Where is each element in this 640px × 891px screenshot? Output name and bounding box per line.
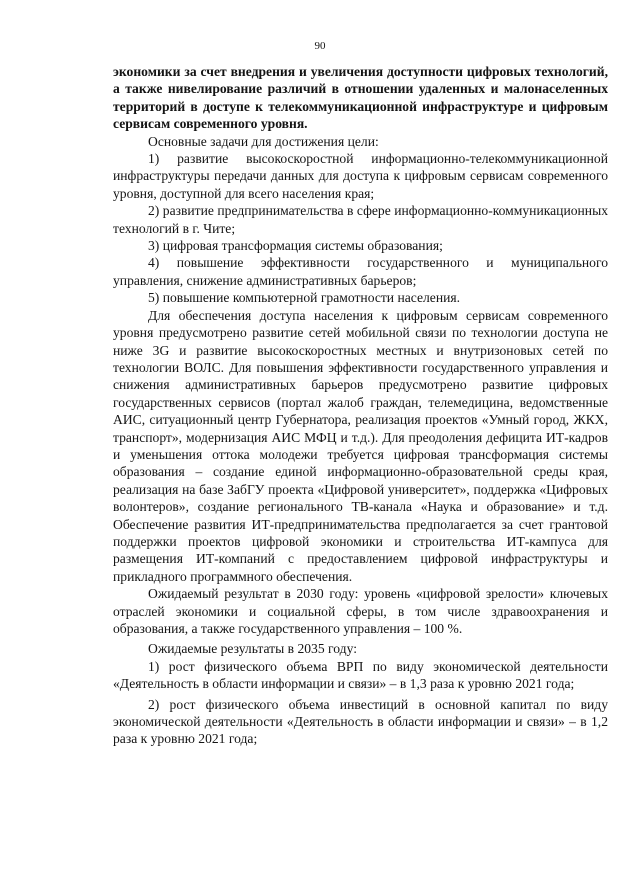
task-item-4: 4) повышение эффективности государственного и муниципального управления, снижение административных барьеров;	[113, 255, 608, 288]
results-2035-heading: Ожидаемые результаты в 2035 году:	[148, 641, 357, 657]
result-2030-paragraph: Ожидаемый результат в 2030 году: уровень «цифровой зрелости» ключевых отраслей экономики и социальной сферы, в том числе здравоохранения и образования, а также государственного управления – 100 %.	[113, 586, 608, 636]
result-2035-item-2: 2) рост физического объема инвестиций в основной капитал по виду экономической деятельности «Деятельность в области информации и связи» – в 1,2 раза к уровню 2021 года;	[113, 696, 608, 747]
goal-statement: экономики за счет внедрения и увеличения доступности цифровых технологий, а также нивелирование различий в отношении удаленных и малонаселенных территорий в доступе к телекоммуникационной инфраструктуре и цифровым сервисам современного уровня.	[113, 64, 608, 132]
task-item-5: 5) повышение компьютерной грамотности населения.	[148, 290, 461, 306]
measures-paragraph: Для обеспечения доступа населения к цифровым сервисам современного уровня предусмотрено развитие сетей мобильной связи по технологии доступа не ниже 3G и развитие высокоскоростных местных и внутризоновых сетей по технологии ВОЛС. Для повышения эффективности государственного управления и снижения административных барьеров предусмотрено развитие цифровых государственных сервисов (портал жалоб граждан, телемедицина, ведомственные АИС, ситуационный центр Губернатора, реализация проектов «Умный город, ЖКХ, транспорт», модернизация АИС МФЦ и т.д.). Для преодоления дефицита ИТ-кадров и уменьшения оттока молодежи требуется цифровая трансформация системы образования – создание единой информационно-образовательной среды края, реализация на базе ЗабГУ проекта «Цифровой университет», поддержка «Цифровых волонтеров», создание регионального ТВ-канала «Наука и образование» и т.д. Обеспечение развития ИТ-предпринимательства предполагается за счет грантовой поддержки проектов цифровой экономики и строительства ИТ-кампуса для размещения ИТ-компаний с предоставлением цифровой инфраструктуры и прикладного программного обеспечения.	[113, 307, 608, 584]
page-number: 90	[314, 40, 326, 52]
result-2035-item-1: 1) рост физического объема ВРП по виду экономической деятельности «Деятельность в области информации и связи» – в 1,3 раза к уровню 2021 года;	[113, 658, 608, 692]
task-item-1: 1) развитие высокоскоростной информационно-телекоммуникационной инфраструктуры передачи данных для доступа к цифровым сервисам современного уровня, доступной для всего населения края;	[113, 151, 608, 201]
document-body	[113, 63, 608, 748]
task-item-3: 3) цифровая трансформация системы образования;	[148, 238, 443, 254]
tasks-heading: Основные задачи для достижения цели:	[148, 133, 379, 149]
task-item-2: 2) развитие предпринимательства в сфере информационно-коммуникационных технологий в г. Чите;	[113, 203, 608, 236]
